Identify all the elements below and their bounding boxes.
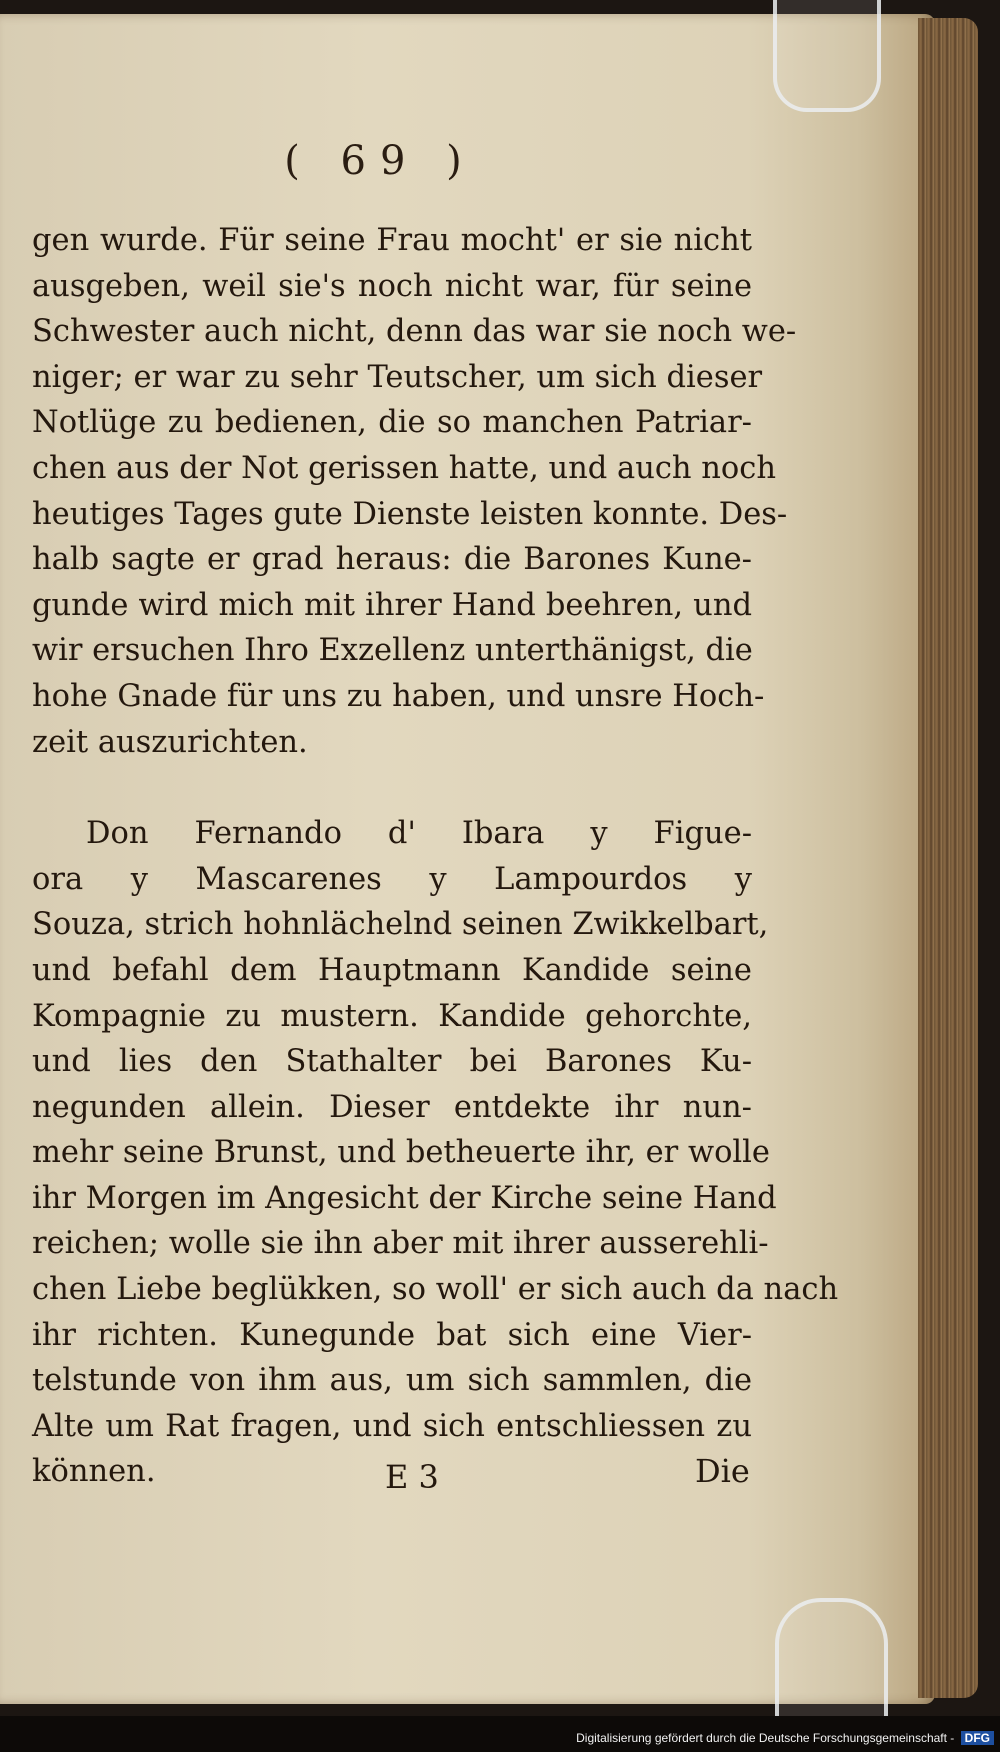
- text-line: und lies den Stathalter bei Barones Ku-: [32, 1044, 752, 1080]
- text-line: Kompagnie zu mustern. Kandide gehorchte,: [32, 998, 752, 1034]
- text-line: können.: [32, 1454, 156, 1490]
- text-line: gen wurde. Für seine Frau mocht' er sie nicht: [32, 223, 752, 258]
- signature-mark: E 3: [385, 1458, 439, 1496]
- text-line: heutiges Tages gute Dienste leisten konnte. Des-: [32, 496, 788, 532]
- text-line: niger; er war zu sehr Teutscher, um sich dieser: [32, 359, 763, 395]
- catchword: Die: [695, 1452, 750, 1490]
- text-line: Alte um Rat fragen, und sich entschliessen zu: [32, 1408, 752, 1444]
- dfg-logo: DFG: [961, 1731, 994, 1745]
- text-line: zeit auszurichten.: [32, 724, 308, 760]
- page-number-header: ( 69 ): [284, 138, 476, 184]
- text-line: negunden allein. Dieser entdekte ihr nun-: [32, 1089, 752, 1125]
- page-clip-bottom: [775, 1598, 888, 1722]
- text-line: gunde wird mich mit ihrer Hand beehren, und: [32, 587, 752, 623]
- text-line: chen Liebe beglükken, so woll' er sich auch da nach: [32, 1272, 839, 1308]
- text-line: ausgeben, weil sie's noch nicht war, für seine: [32, 268, 752, 304]
- text-line: ora y Mascarenes y Lampourdos y: [32, 861, 752, 897]
- text-line: Don Fernando d' Ibara y Figue-: [86, 816, 752, 852]
- text-line: halb sagte er grad heraus: die Barones Kune-: [32, 542, 752, 578]
- credit-text: Digitalisierung gefördert durch die Deutsche Forschungsgemeinschaft -: [576, 1731, 955, 1745]
- text-line: telstunde von ihm aus, um sich sammlen, die: [32, 1363, 752, 1399]
- page-edge-stack: [918, 18, 978, 1698]
- text-line: chen aus der Not gerissen hatte, und auch noch: [32, 450, 777, 486]
- body-text: [32, 218, 839, 1495]
- text-line: mehr seine Brunst, und betheuerte ihr, er wolle: [32, 1135, 770, 1171]
- digitization-credit: [576, 1731, 994, 1745]
- text-line: Souza, strich hohnlächelnd seinen Zwikkelbart,: [32, 907, 769, 943]
- text-line: hohe Gnade für uns zu haben, und unsre Hoch-: [32, 678, 765, 714]
- text-line: ihr Morgen im Angesicht der Kirche seine Hand: [32, 1180, 777, 1216]
- text-line: Notlüge zu bedienen, die so manchen Patriar-: [32, 405, 752, 441]
- page-clip-top: [773, 0, 881, 112]
- text-line: ihr richten. Kunegunde bat sich eine Vier-: [32, 1317, 752, 1353]
- text-line: und befahl dem Hauptmann Kandide seine: [32, 952, 752, 988]
- paragraph-gap: [32, 765, 752, 811]
- text-line: reichen; wolle sie ihn aber mit ihrer ausserehli-: [32, 1226, 769, 1262]
- text-line: wir ersuchen Ihro Exzellenz unterthänigst, die: [32, 633, 753, 669]
- text-line: Schwester auch nicht, denn das war sie noch we-: [32, 314, 797, 350]
